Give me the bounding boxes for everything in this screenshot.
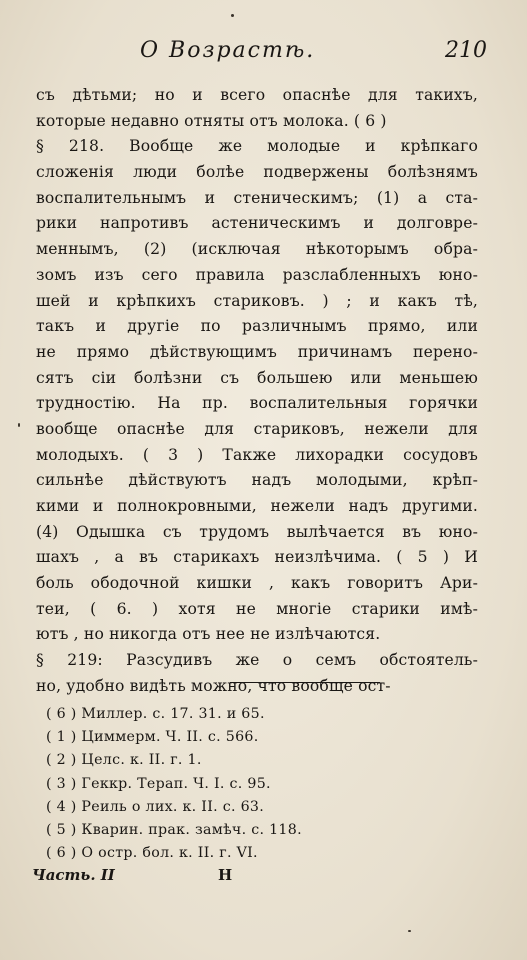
footnote: ( 4 ) Реиль о лих. к. II. с. 63.: [46, 798, 265, 815]
text-line: сложенія люди болѣе подвержены болѣзнямъ: [36, 163, 478, 182]
text-line: шахъ , а въ старикахъ неизлѣчима. ( 5 ) И: [36, 548, 478, 567]
text-line: сятъ сіи болѣзни съ большею или меньшею: [36, 368, 478, 387]
text-line: теи, ( 6. ) хотя не многіе старики имѣ-: [36, 599, 478, 618]
text-line: рики напротивъ астеническимъ и долговре-: [36, 214, 478, 233]
text-line: боль ободочной кишки , какъ говоритъ Ари-: [36, 574, 478, 593]
running-title: О Возрастѣ.: [140, 38, 316, 63]
part-label: Часть. II: [32, 866, 115, 884]
main-text: [36, 83, 478, 700]
signature-mark: Н: [218, 866, 233, 884]
footnote-divider: [230, 682, 380, 683]
footnote: ( 5 ) Кварин. прак. замѣч. с. 118.: [46, 821, 302, 838]
paper-speck: [408, 930, 411, 932]
text-line: молодыхъ. ( 3 ) Также лихорадки сосудовъ: [36, 445, 478, 464]
text-line: съ дѣтьми; но и всего опаснѣе для такихъ,: [36, 86, 478, 104]
text-line: но, удобно видѣть можно, что вообще ост-: [36, 676, 391, 695]
text-line: сильнѣе дѣйствуютъ надъ молодыми, крѣп-: [36, 471, 478, 490]
text-line: не прямо дѣйствующимъ причинамъ перено-: [36, 342, 478, 361]
footnotes: [46, 703, 466, 865]
text-line: вообще опаснѣе для стариковъ, нежели для: [36, 419, 478, 438]
paper-speck: [18, 423, 20, 427]
text-line: такъ и другіе по различнымъ прямо, или: [36, 317, 478, 336]
text-line: трудностію. На пр. воспалительныя горячки: [36, 394, 478, 413]
signature-line: [32, 866, 332, 890]
text-line: (4) Одышка съ трудомъ вылѣчается въ юно-: [36, 522, 478, 541]
text-line: § 218. Вообще же молодые и крѣпкаго: [36, 137, 478, 156]
paper-speck: [231, 14, 234, 17]
footnote: ( 6 ) О остр. бол. к. II. г. VI.: [46, 845, 258, 862]
text-line: зомъ изъ сего правила разслабленныхъ юно-: [36, 265, 478, 284]
footnote: ( 1 ) Циммерм. Ч. II. с. 566.: [46, 729, 259, 746]
footnote: ( 2 ) Целс. к. II. г. 1.: [46, 752, 202, 769]
text-line: ютъ , но никогда отъ нее не излѣчаются.: [36, 625, 381, 644]
text-line: шей и крѣпкихъ стариковъ. ) ; и какъ тѣ,: [36, 291, 478, 310]
text-line: воспалительнымъ и стеническимъ; (1) а ста-: [36, 188, 478, 207]
footnote: ( 3 ) Геккр. Терап. Ч. I. с. 95.: [46, 775, 271, 792]
page-number: 210: [445, 38, 487, 63]
page-header: [40, 38, 499, 68]
footnote: ( 6 ) Миллер. с. 17. 31. и 65.: [46, 706, 265, 722]
text-line: кими и полнокровными, нежели надъ другими.: [36, 497, 478, 515]
text-line: § 219: Разсудивъ же о семъ обстоятель-: [36, 651, 478, 670]
text-line: которые недавно отняты отъ молока. ( 6 ): [36, 111, 387, 130]
text-line: меннымъ, (2) (исключая нѣкоторымъ обра-: [36, 240, 478, 259]
